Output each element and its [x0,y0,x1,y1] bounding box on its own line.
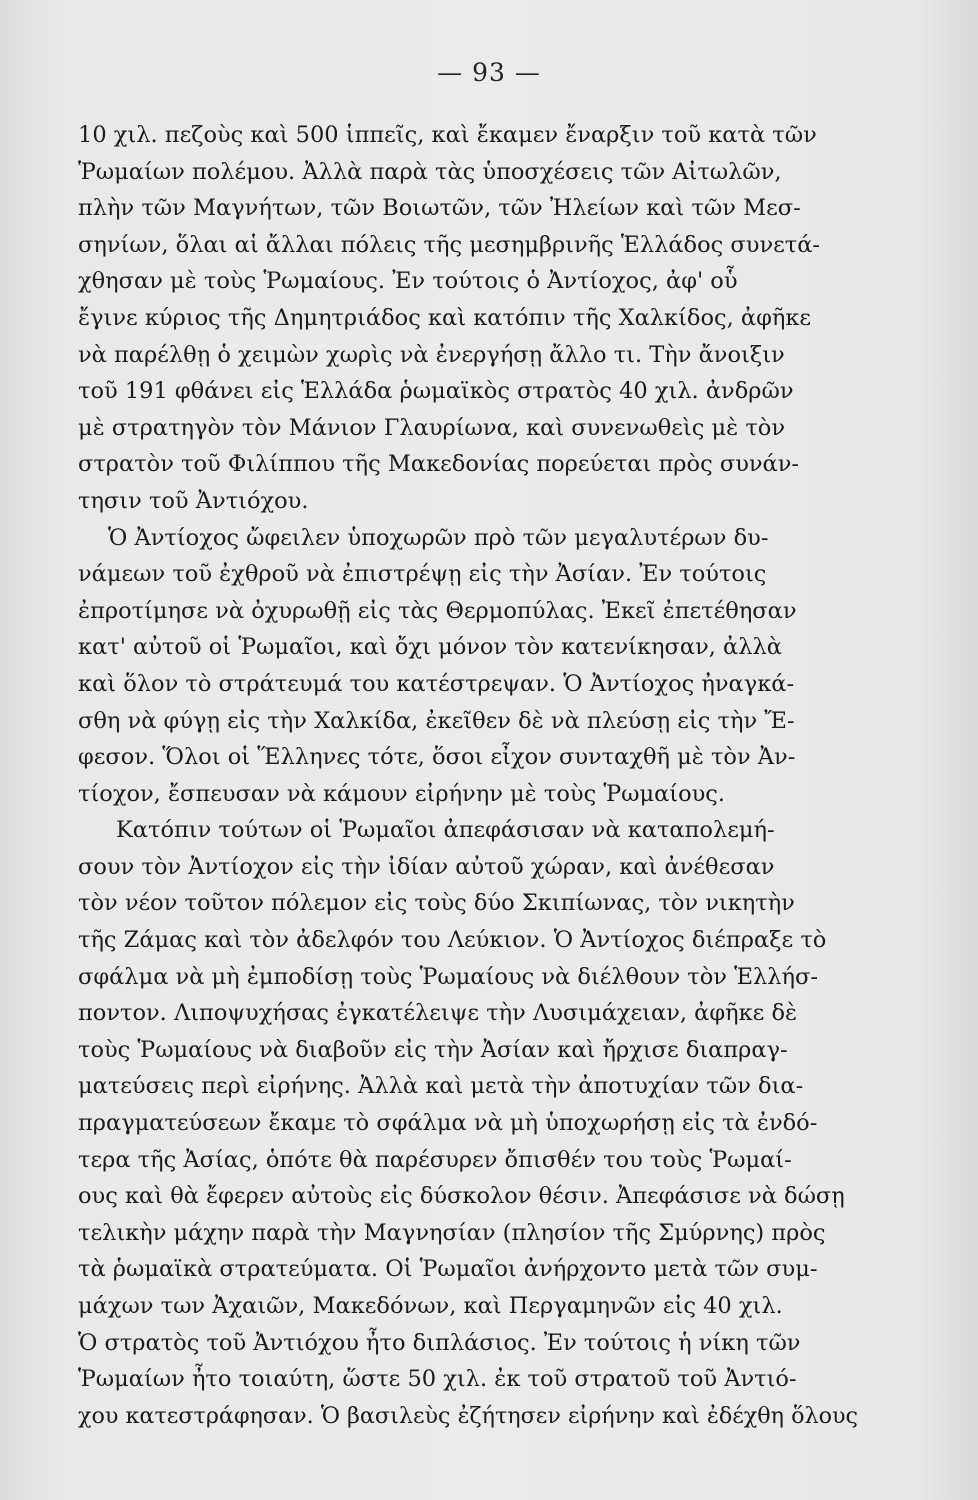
text-line: φεσον. Ὅλοι οἱ Ἕλληνες τότε, ὅσοι εἶχον συνταχθῆ μὲ τὸν Ἀν- [78,744,796,771]
text-line: σουν τὸν Ἀντίοχον εἰς τὴν ἰδίαν αὐτοῦ χώραν, καὶ ἀνέθεσαν [78,853,775,880]
page-number: — 93 — [437,58,541,87]
text-line: τὰ ῥωμαϊκὰ στρατεύματα. Οἱ Ῥωμαῖοι ἀνήρχοντο μετὰ τῶν συμ- [78,1256,818,1283]
text-line: πραγματεύσεων ἔκαμε τὸ σφάλμα νὰ μὴ ὑποχωρήσῃ εἰς τὰ ἐνδό- [78,1110,818,1137]
text-line: στρατὸν τοῦ Φιλίππου τῆς Μακεδονίας πορεύεται πρὸς συνάν- [78,451,800,478]
text-line: Ὁ στρατὸς τοῦ Ἀντιόχου ἦτο διπλάσιος. Ἐν τούτοις ἡ νίκη τῶν [78,1329,801,1356]
text-line: Ῥωμαίων πολέμου. Ἀλλὰ παρὰ τὰς ὑποσχέσεις τῶν Αἰτωλῶν, [78,158,782,185]
text-line: 10 χιλ. πεζοὺς καὶ 500 ἱππεῖς, καὶ ἔκαμεν ἔναρξιν τοῦ κατὰ τῶν [78,122,817,148]
text-line: τοὺς Ῥωμαίους νὰ διαβοῦν εἰς τὴν Ἀσίαν καὶ ἤρχισε διαπραγ- [78,1036,788,1063]
text-line: τοῦ 191 φθάνει εἰς Ἑλλάδα ῥωμαϊκὸς στρατὸς 40 χιλ. ἀνδρῶν [78,378,794,405]
text-line: πλὴν τῶν Μαγνήτων, τῶν Βοιωτῶν, τῶν Ἠλείων καὶ τῶν Μεσ- [78,195,801,222]
text-line: Ὁ Ἀντίοχος ὤφειλεν ὑποχωρῶν πρὸ τῶν μεγαλυτέρων δυ- [108,524,769,551]
body-text [78,117,858,1434]
text-line: ποντον. Λιποψυχήσας ἐγκατέλειψε τὴν Λυσιμάχειαν, ἀφῆκε δὲ [78,1000,798,1027]
text-line: ἔγινε κύριος τῆς Δημητριάδος καὶ κατόπιν τῆς Χαλκίδος, ἀφῆκε [78,304,812,331]
text-line: τῆς Ζάμας καὶ τὸν ἀδελφόν του Λεύκιον. Ὁ Ἀντίοχος διέπραξε τὸ [78,927,827,954]
text-line: καὶ ὅλον τὸ στράτευμά του κατέστρεψαν. Ὁ Ἀντίοχος ἠναγκά- [78,670,795,697]
text-line: τερα τῆς Ἀσίας, ὁπότε θὰ παρέσυρεν ὄπισθέν του τοὺς Ῥωμαί- [78,1146,792,1173]
text-line: νὰ παρέλθῃ ὁ χειμὼν χωρὶς νὰ ἐνεργήσῃ ἄλλο τι. Τὴν ἄνοιξιν [78,341,785,368]
text-line: τίοχον, ἔσπευσαν νὰ κάμουν εἰρήνην μὲ τοὺς Ῥωμαίους. [78,780,726,807]
text-line: τὸν νέον τοῦτον πόλεμον εἰς τοὺς δύο Σκιπίωνας, τὸν νικητὴν [78,890,795,917]
text-line: χθησαν μὲ τοὺς Ῥωμαίους. Ἐν τούτοις ὁ Ἀντίοχος, ἀφ' οὗ [78,268,738,295]
text-line: τελικὴν μάχην παρὰ τὴν Μαγνησίαν (πλησίον τῆς Σμύρνης) πρὸς [78,1219,826,1246]
text-line: κατ' αὐτοῦ οἱ Ῥωμαῖοι, καὶ ὄχι μόνον τὸν κατενίκησαν, ἀλλὰ [78,634,782,661]
text-line: μάχων των Ἀχαιῶν, Μακεδόνων, καὶ Περγαμηνῶν εἰς 40 χιλ. [78,1293,783,1319]
text-line: χου κατεστράφησαν. Ὁ βασιλεὺς ἐζήτησεν εἰρήνην καὶ ἐδέχθη ὅλους [78,1402,858,1429]
text-line: μὲ στρατηγὸν τὸν Μάνιον Γλαυρίωνα, καὶ συνενωθεὶς μὲ τὸν [78,414,786,441]
text-line: νάμεων τοῦ ἐχθροῦ νὰ ἐπιστρέψῃ εἰς τὴν Ἀσίαν. Ἐν τούτοις [78,561,767,588]
text-line: σηνίων, ὅλαι αἱ ἄλλαι πόλεις τῆς μεσημβρινῆς Ἑλλάδος συνετά- [78,231,821,258]
text-line: Ῥωμαίων ἦτο τοιαύτη, ὥστε 50 χιλ. ἐκ τοῦ στρατοῦ τοῦ Ἀντιό- [78,1366,797,1393]
text-line: σθη νὰ φύγῃ εἰς τὴν Χαλκίδα, ἐκεῖθεν δὲ νὰ πλεύσῃ εἰς τὴν Ἔ- [78,707,795,734]
text-line: ματεύσεις περὶ εἰρήνης. Ἀλλὰ καὶ μετὰ τὴν ἀποτυχίαν τῶν δια- [78,1073,804,1100]
text-line: ους καὶ θὰ ἔφερεν αὐτοὺς εἰς δύσκολον θέσιν. Ἀπεφάσισε νὰ δώσῃ [78,1183,845,1210]
text-line: τησιν τοῦ Ἀντιόχου. [78,487,309,514]
text-line: Κατόπιν τούτων οἱ Ῥωμαῖοι ἀπεφάσισαν νὰ καταπολεμή- [116,817,775,844]
text-line: σφάλμα νὰ μὴ ἐμποδίσῃ τοὺς Ῥωμαίους νὰ διέλθουν τὸν Ἑλλήσ- [78,963,818,990]
text-line: ἐπροτίμησε νὰ ὀχυρωθῇ εἰς τὰς Θερμοπύλας. Ἐκεῖ ἐπετέθησαν [78,597,797,624]
